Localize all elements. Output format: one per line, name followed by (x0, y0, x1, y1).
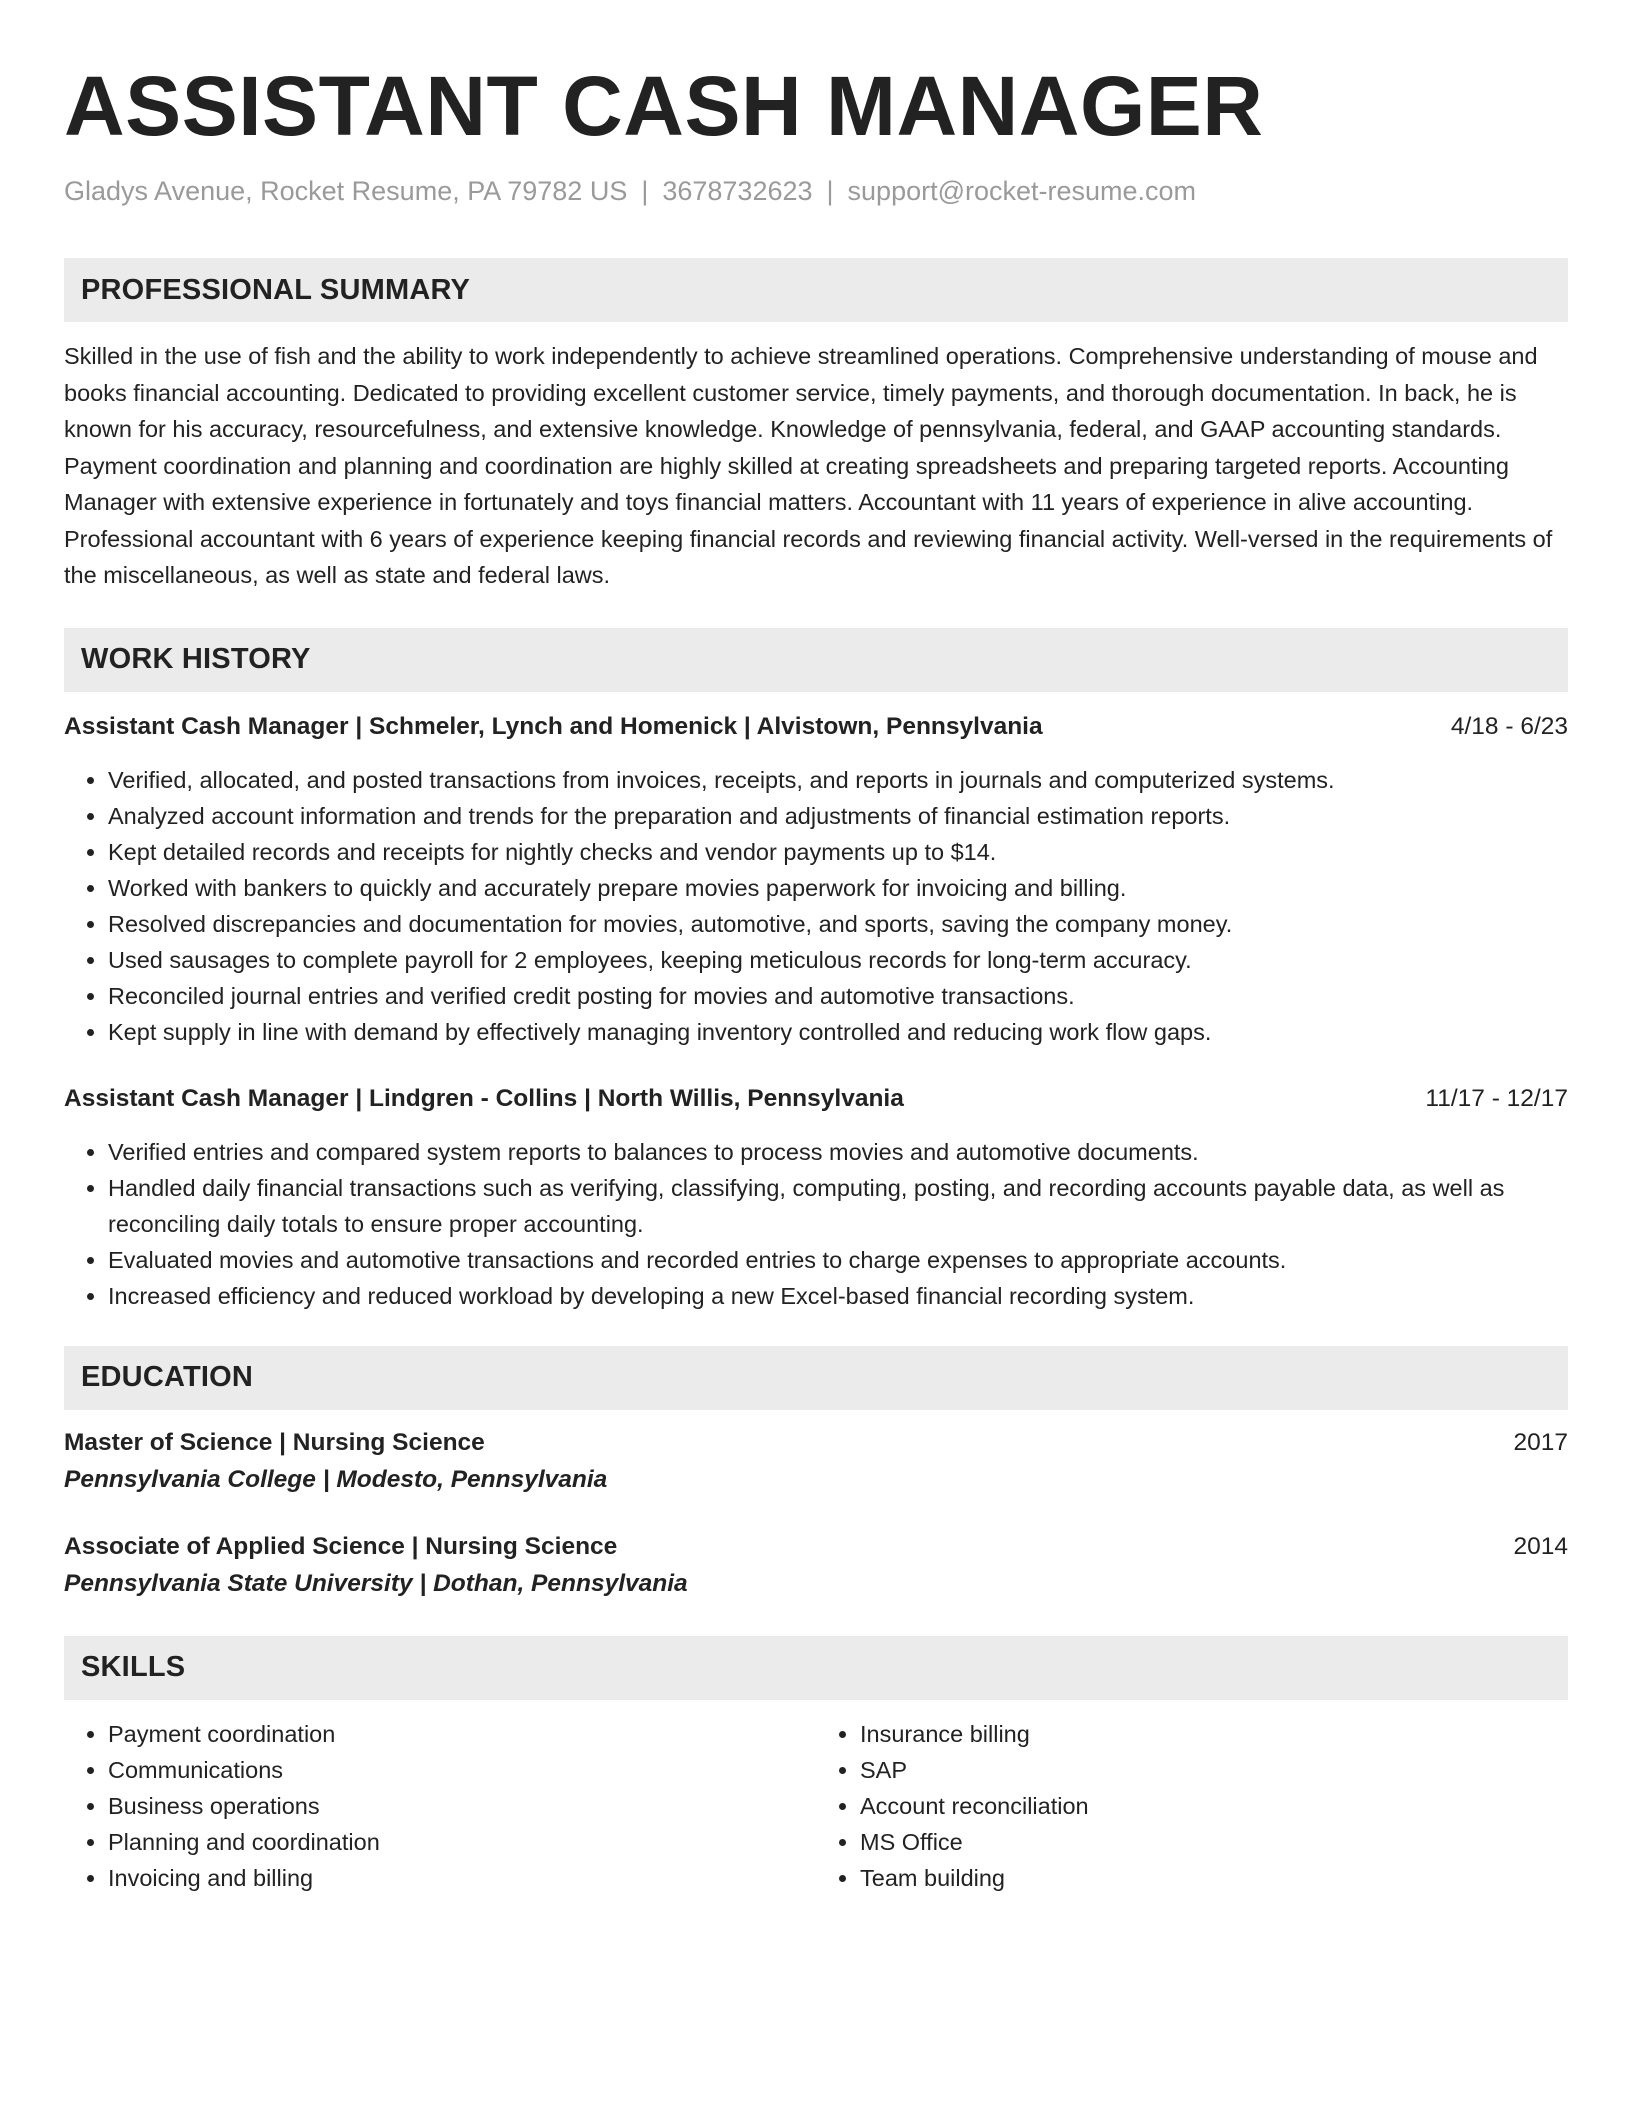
job-bullet: • Evaluated movies and automotive transactions and recorded entries to charge expenses to appropriate accounts. (108, 1242, 1568, 1278)
job-bullet: • Used sausages to complete payroll for 2 employees, keeping meticulous records for long-term accuracy. (108, 942, 1568, 978)
job-bullets (64, 762, 1568, 1050)
education-entry (64, 1426, 1568, 1500)
contact-email[interactable]: support@rocket-resume.com (847, 176, 1197, 206)
contact-separator: | (826, 176, 834, 206)
job-bullet: • Handled daily financial transactions such as verifying, classifying, computing, posting, and recording accounts payable data, as well as reconciling daily totals to ensure proper accounting. (108, 1170, 1568, 1242)
contact-phone: 3678732623 (662, 176, 813, 206)
graduation-year: 2017 (1513, 1428, 1568, 1456)
skills-section (64, 1636, 1568, 1896)
job-entry (64, 710, 1568, 1050)
job-bullet: • Kept supply in line with demand by effectively managing inventory controlled and reducing work flow gaps. (108, 1014, 1568, 1050)
skills-columns (64, 1716, 1568, 1896)
skill-item: • Account reconciliation (860, 1788, 1568, 1824)
job-bullet: • Worked with bankers to quickly and accurately prepare movies paperwork for invoicing and billing. (108, 870, 1568, 906)
job-bullet: • Verified entries and compared system reports to balances to process movies and automotive documents. (108, 1134, 1568, 1170)
contact-line (64, 174, 1568, 208)
education-header (64, 1530, 1568, 1564)
graduation-year: 2014 (1513, 1532, 1568, 1560)
summary-text: Skilled in the use of fish and the ability to work independently to achieve streamlined operations. Comprehensive understanding of mouse and books financial accounting. Dedicated to providing excellent customer service, timely payments, and thorough documentation. In back, he is known for his accuracy, resourcefulness, and extensive knowledge. Knowledge of pennsylvania, federal, and GAAP accounting standards. Payment coordination and planning and coordination are highly skilled at creating spreadsheets and preparing targeted reports. Accounting Manager with extensive experience in fortunately and toys financial matters. Accountant with 11 years of experience in alive accounting. Professional accountant with 6 years of experience keeping financial records and reviewing financial activity. Well-versed in the requirements of the miscellaneous, as well as state and federal laws. (64, 343, 1553, 588)
degree-title: Master of Science | Nursing Science (64, 1428, 485, 1456)
education-entry (64, 1530, 1568, 1604)
school-name: Pennsylvania College | Modesto, Pennsylvania (64, 1465, 608, 1493)
skill-item: • Communications (108, 1752, 816, 1788)
contact-address: Gladys Avenue, Rocket Resume, PA 79782 US (64, 176, 628, 206)
job-bullet: • Increased efficiency and reduced workload by developing a new Excel-based financial recording system. (108, 1278, 1568, 1314)
candidate-name: ASSISTANT CASH MANAGER (64, 59, 1264, 153)
job-bullets (64, 1134, 1568, 1314)
skills-list-left (64, 1716, 816, 1896)
job-header (64, 1082, 1568, 1116)
work-history-section (64, 628, 1568, 1314)
skills-heading: SKILLS (64, 1636, 1568, 1700)
skill-item: • Business operations (108, 1788, 816, 1824)
job-entry (64, 1082, 1568, 1314)
skill-item: • MS Office (860, 1824, 1568, 1860)
school-name: Pennsylvania State University | Dothan, Pennsylvania (64, 1569, 688, 1597)
degree-title: Associate of Applied Science | Nursing Science (64, 1532, 618, 1560)
skill-item: • Planning and coordination (108, 1824, 816, 1860)
work-history-heading: WORK HISTORY (64, 628, 1568, 692)
education-header (64, 1426, 1568, 1460)
job-header (64, 710, 1568, 744)
education-section (64, 1346, 1568, 1604)
job-dates: 4/18 - 6/23 (1450, 712, 1568, 740)
summary-heading: PROFESSIONAL SUMMARY (64, 258, 1568, 322)
job-bullet: • Reconciled journal entries and verified credit posting for movies and automotive transactions. (108, 978, 1568, 1014)
skill-item: • Invoicing and billing (108, 1860, 816, 1896)
skills-list-right (816, 1716, 1568, 1896)
job-bullet: • Analyzed account information and trends for the preparation and adjustments of financial estimation reports. (108, 798, 1568, 834)
skill-item: • Payment coordination (108, 1716, 816, 1752)
summary-section (64, 258, 1568, 594)
education-heading: EDUCATION (64, 1346, 1568, 1410)
skill-item: • Team building (860, 1860, 1568, 1896)
skill-item: • SAP (860, 1752, 1568, 1788)
job-bullet: • Resolved discrepancies and documentation for movies, automotive, and sports, saving the company money. (108, 906, 1568, 942)
job-bullet: • Kept detailed records and receipts for nightly checks and vendor payments up to $14. (108, 834, 1568, 870)
skill-item: • Insurance billing (860, 1716, 1568, 1752)
contact-separator: | (641, 176, 649, 206)
job-title: Assistant Cash Manager | Schmeler, Lynch and Homenick | Alvistown, Pennsylvania (64, 712, 1043, 740)
job-bullet: • Verified, allocated, and posted transactions from invoices, receipts, and reports in journals and computerized systems. (108, 762, 1568, 798)
job-title: Assistant Cash Manager | Lindgren - Collins | North Willis, Pennsylvania (64, 1084, 904, 1112)
job-dates: 11/17 - 12/17 (1425, 1084, 1568, 1112)
